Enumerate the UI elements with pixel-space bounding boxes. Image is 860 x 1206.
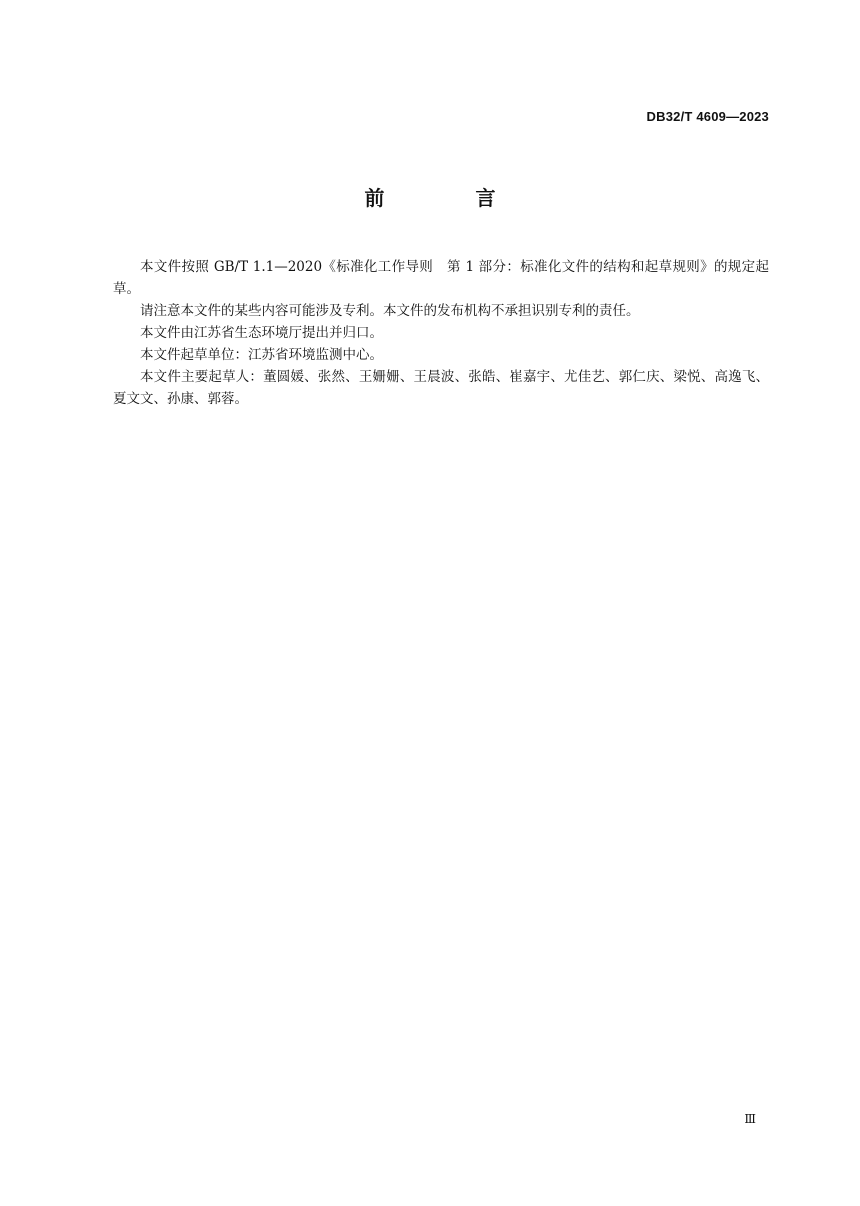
preface-paragraph: 本文件由江苏省生态环境厅提出并归口。	[140, 325, 383, 341]
standard-number: DB32/T 4609—2023	[646, 109, 769, 124]
preface-paragraph: 本文件起草单位：江苏省环境监测中心。	[140, 347, 383, 363]
preface-paragraph: 请注意本文件的某些内容可能涉及专利。本文件的发布机构不承担识别专利的责任。	[140, 303, 640, 319]
preface-paragraph: 本文件主要起草人：董圆媛、张然、王姗姗、王晨波、张皓、崔嘉宇、尤佳艺、郭仁庆、梁悦、高逸飞、夏文文、孙康、郭蓉。	[113, 369, 769, 407]
page-number: Ⅲ	[744, 1112, 756, 1126]
preface-body	[113, 256, 769, 410]
preface-paragraph: 本文件按照 GB/T 1.1—2020《标准化工作导则 第 1 部分：标准化文件的结构和起草规则》的规定起草。	[113, 259, 769, 297]
preface-title: 前 言	[364, 186, 538, 210]
